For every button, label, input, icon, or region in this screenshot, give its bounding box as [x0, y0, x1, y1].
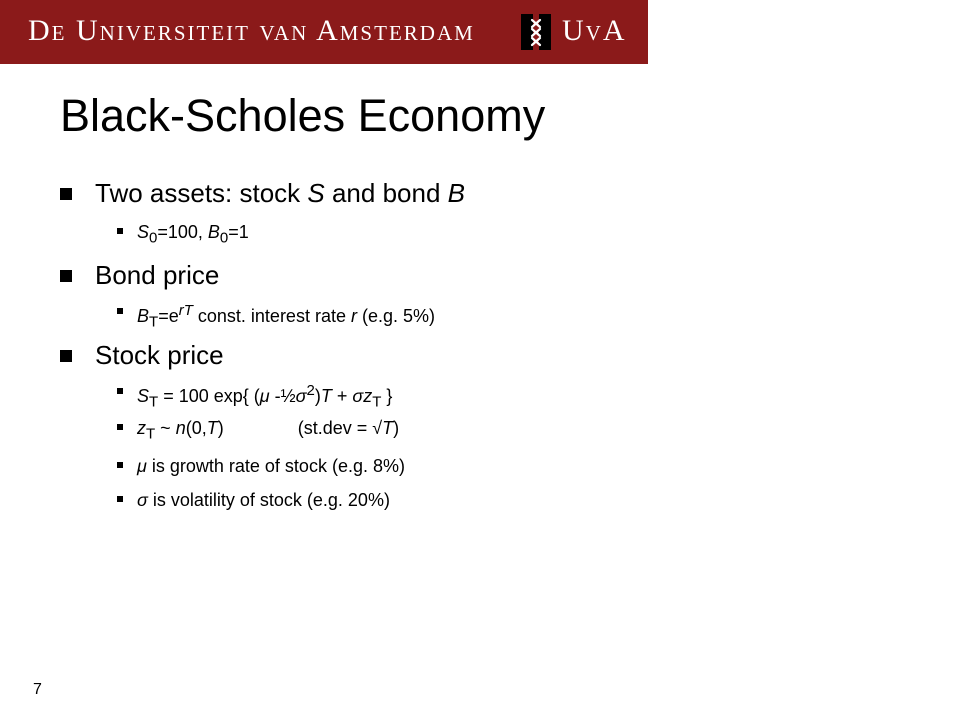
square-bullet-icon [117, 424, 123, 430]
square-bullet-icon [117, 388, 123, 394]
sub-bullet-growth-rate: μ is growth rate of stock (e.g. 8%) [137, 456, 405, 477]
header-banner [0, 0, 648, 64]
bullet-stock-price: Stock price [95, 340, 224, 371]
square-bullet-icon [60, 188, 72, 200]
amsterdam-crest-icon [521, 14, 551, 50]
sub-bullet-stock-formula: $S_T = 100$ exp{ (μ $-\frac{1}{2}\sigma^2)T + \sigma z_T$ } [137, 382, 392, 411]
square-bullet-icon [117, 228, 123, 234]
sub-bullet-bond-formula: $B_T=e^{rT}$ const. interest rate r (e.g. 5%) [137, 302, 435, 331]
square-bullet-icon [60, 270, 72, 282]
page-number: 7 [33, 681, 42, 698]
square-bullet-icon [60, 350, 72, 362]
bullet-two-assets: Two assets: stock S and bond B [95, 178, 465, 209]
square-bullet-icon [117, 496, 123, 502]
square-bullet-icon [117, 462, 123, 468]
sub-bullet-volatility: σ is volatility of stock (e.g. 20%) [137, 490, 390, 511]
bullet-bond-price: Bond price [95, 260, 219, 291]
sub-bullet-initial-values: $S_0=100$, $B_0=1$ [137, 222, 249, 247]
university-name: De Universiteit van Amsterdam [28, 14, 475, 47]
slide-title: Black-Scholes Economy [60, 90, 546, 141]
sub-bullet-z-distribution: $z_T$ ~ n(0,T) (st.dev = √T) [137, 418, 399, 443]
uva-logo-text: UvA [562, 14, 627, 47]
square-bullet-icon [117, 308, 123, 314]
